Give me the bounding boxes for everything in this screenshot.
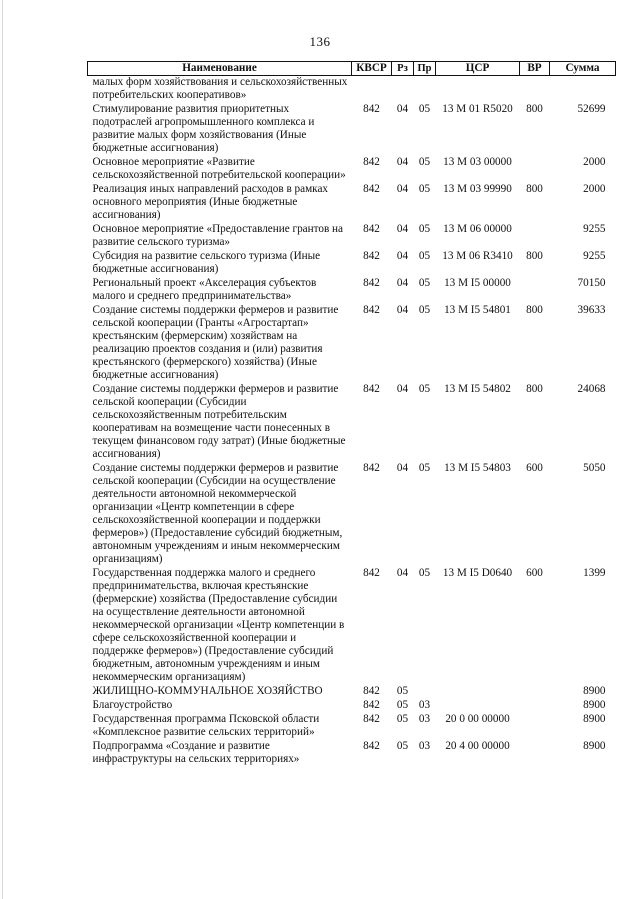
- table-row: [88, 276, 616, 303]
- cell-sum: 5050: [583, 462, 606, 474]
- table-header-row: [88, 62, 616, 76]
- cell-csr: [436, 76, 520, 103]
- table-row: [88, 249, 616, 276]
- cell-csr: 13 М I5 D0640: [442, 567, 513, 579]
- table-row: [88, 155, 616, 182]
- cell-rz: 04: [396, 462, 409, 474]
- cell-sum: [550, 76, 616, 103]
- header-name: Наименование: [88, 62, 352, 76]
- cell-kvsr: 842: [363, 685, 380, 697]
- cell-rz: 04: [396, 103, 409, 115]
- cell-kvsr: 842: [363, 103, 380, 115]
- cell-name: Подпрограмма «Создание и развитие инфраструктуры на сельских территориях»: [92, 740, 300, 765]
- cell-rz: 04: [396, 277, 409, 289]
- header-pr: Пр: [414, 62, 436, 76]
- cell-kvsr: 842: [363, 304, 380, 316]
- cell-pr: 05: [418, 277, 431, 289]
- table-row: [88, 739, 616, 766]
- cell-vr: [520, 276, 550, 303]
- cell-kvsr: 842: [363, 567, 380, 579]
- cell-sum: 39633: [577, 304, 606, 316]
- cell-kvsr: 842: [363, 183, 380, 195]
- cell-csr: 13 М I5 00000: [444, 277, 511, 289]
- cell-rz: 05: [396, 740, 409, 752]
- cell-sum: 9255: [583, 223, 606, 235]
- cell-pr: [414, 684, 436, 698]
- cell-pr: 03: [418, 713, 431, 725]
- cell-rz: [392, 76, 414, 103]
- header-kvsr: КВСР: [352, 62, 392, 76]
- cell-name: Региональный проект «Акселерация субъектов малого и среднего предпринимательства»: [92, 277, 317, 302]
- header-vr: ВР: [520, 62, 550, 76]
- cell-vr: [520, 155, 550, 182]
- cell-csr: 13 М 06 00000: [443, 223, 512, 235]
- cell-sum: 52699: [577, 103, 606, 115]
- cell-pr: 03: [418, 740, 431, 752]
- cell-rz: 04: [396, 304, 409, 316]
- table-row: [88, 102, 616, 155]
- table-row: [88, 684, 616, 698]
- table-row: [88, 698, 616, 712]
- cell-vr: 600: [526, 567, 543, 579]
- cell-name: Создание системы поддержки фермеров и развитие сельской кооперации (Субсидии сельскохозяйственным потребительским кооперативам на возмещение части понесенных в текущем финансовом году затрат) (Иные бюджетные ассигнования): [92, 383, 346, 460]
- cell-pr: 05: [418, 250, 431, 262]
- table-row: [88, 76, 616, 103]
- table-row: [88, 382, 616, 461]
- table-row: [88, 461, 616, 566]
- cell-pr: [414, 76, 436, 103]
- header-rz: Рз: [392, 62, 414, 76]
- cell-rz: 05: [396, 713, 409, 725]
- cell-sum: 8900: [583, 713, 606, 725]
- cell-kvsr: [352, 76, 392, 103]
- cell-name: Реализация иных направлений расходов в рамках основного мероприятия (Иные бюджетные ассигнования): [92, 183, 329, 221]
- page-number: 136: [309, 34, 331, 49]
- cell-name: Государственная поддержка малого и среднего предпринимательства, включая крестьянские (фермерские) хозяйства (Предоставление субсидии на осуществление деятельности автономной некоммерческой организации «Центр компетенции в сфере сельскохозяйственной кооперации и поддержке фермеров») (Предоставление субсидий бюджетным, автономным учреждениям и иным некоммерческим организациям): [92, 567, 345, 683]
- cell-sum: 1399: [583, 567, 606, 579]
- cell-rz: 04: [396, 567, 409, 579]
- cell-pr: 05: [418, 567, 431, 579]
- cell-vr: [520, 76, 550, 103]
- cell-kvsr: 842: [363, 462, 380, 474]
- cell-kvsr: 842: [363, 699, 380, 711]
- cell-vr: [520, 712, 550, 739]
- cell-csr: 13 М 03 00000: [443, 156, 512, 168]
- cell-kvsr: 842: [363, 277, 380, 289]
- cell-vr: [520, 739, 550, 766]
- cell-rz: 05: [396, 699, 409, 711]
- cell-kvsr: 842: [363, 223, 380, 235]
- cell-kvsr: 842: [363, 740, 380, 752]
- header-csr: ЦСР: [436, 62, 520, 76]
- cell-kvsr: 842: [363, 250, 380, 262]
- cell-vr: 800: [526, 250, 543, 262]
- cell-name: Основное мероприятие «Предоставление грантов на развитие сельского туризма»: [92, 223, 344, 248]
- cell-vr: 600: [526, 462, 543, 474]
- cell-sum: 8900: [583, 685, 606, 697]
- cell-rz: 04: [396, 223, 409, 235]
- cell-sum: 70150: [577, 277, 606, 289]
- table-body: [88, 76, 616, 767]
- header-sum: Сумма: [550, 62, 616, 76]
- cell-csr: [436, 684, 520, 698]
- cell-csr: [436, 698, 520, 712]
- cell-name: Создание системы поддержки фермеров и развитие сельской кооперации (Гранты «Агростартап» крестьянским (фермерским) хозяйствам на реализацию проектов создания и (или) развития крестьянского (фермерского) хозяйства) (Иные бюджетные ассигнования): [92, 304, 339, 381]
- table-row: [88, 182, 616, 222]
- cell-rz: 05: [396, 685, 409, 697]
- cell-name: Государственная программа Псковской области «Комплексное развитие сельских территорий»: [92, 713, 320, 738]
- cell-name: Субсидия на развитие сельского туризма (Иные бюджетные ассигнования): [92, 250, 321, 275]
- cell-pr: 05: [418, 103, 431, 115]
- table-row: [88, 303, 616, 382]
- cell-name: ЖИЛИЩНО-КОММУНАЛЬНОЕ ХОЗЯЙСТВО: [92, 685, 323, 697]
- cell-vr: 800: [526, 304, 543, 316]
- cell-sum: 24068: [577, 383, 606, 395]
- cell-vr: [520, 698, 550, 712]
- cell-pr: 05: [418, 223, 431, 235]
- cell-name: Создание системы поддержки фермеров и развитие сельской кооперации (Субсидии на осуществление деятельности автономной некоммерческой организации «Центр компетенции в сфере сельскохозяйственной кооперации и поддержки фермеров») (Предоставление субсидий бюджетным, автономным учреждениям и иным некоммерческим организациям): [92, 462, 343, 565]
- cell-csr: 20 4 00 00000: [445, 740, 510, 752]
- cell-vr: 800: [526, 383, 543, 395]
- cell-csr: 13 М 01 R5020: [442, 103, 513, 115]
- table-row: [88, 222, 616, 249]
- cell-csr: 13 М I5 54802: [444, 383, 511, 395]
- cell-name: Стимулирование развития приоритетных подотраслей агропромышленного комплекса и развитие малых форм хозяйствования (Иные бюджетные ассигнования): [92, 103, 315, 154]
- cell-name: малых форм хозяйствования и сельскохозяйственных потребительских кооперативов»: [92, 76, 348, 101]
- cell-sum: 8900: [583, 699, 606, 711]
- cell-rz: 04: [396, 156, 409, 168]
- table-row: [88, 566, 616, 684]
- scan-edge: [2, 0, 3, 899]
- cell-sum: 2000: [583, 156, 606, 168]
- budget-table: [87, 61, 616, 766]
- cell-kvsr: 842: [363, 713, 380, 725]
- table-row: [88, 712, 616, 739]
- cell-sum: 9255: [583, 250, 606, 262]
- cell-pr: 05: [418, 156, 431, 168]
- cell-csr: 13 М I5 54803: [444, 462, 511, 474]
- cell-pr: 05: [418, 462, 431, 474]
- cell-vr: [520, 222, 550, 249]
- cell-pr: 03: [418, 699, 431, 711]
- cell-name: Благоустройство: [92, 699, 173, 711]
- cell-name: Основное мероприятие «Развитие сельскохозяйственной потребительской кооперации»: [92, 156, 346, 181]
- cell-csr: 13 М 06 R3410: [442, 250, 513, 262]
- cell-rz: 04: [396, 250, 409, 262]
- cell-rz: 04: [396, 183, 409, 195]
- cell-csr: 13 М 03 99990: [443, 183, 512, 195]
- cell-sum: 2000: [583, 183, 606, 195]
- cell-csr: 13 М I5 54801: [444, 304, 511, 316]
- cell-pr: 05: [418, 183, 431, 195]
- cell-vr: 800: [526, 183, 543, 195]
- cell-vr: [520, 684, 550, 698]
- cell-rz: 04: [396, 383, 409, 395]
- cell-sum: 8900: [583, 740, 606, 752]
- cell-kvsr: 842: [363, 383, 380, 395]
- cell-kvsr: 842: [363, 156, 380, 168]
- cell-pr: 05: [418, 383, 431, 395]
- cell-pr: 05: [418, 304, 431, 316]
- cell-csr: 20 0 00 00000: [445, 713, 510, 725]
- cell-vr: 800: [526, 103, 543, 115]
